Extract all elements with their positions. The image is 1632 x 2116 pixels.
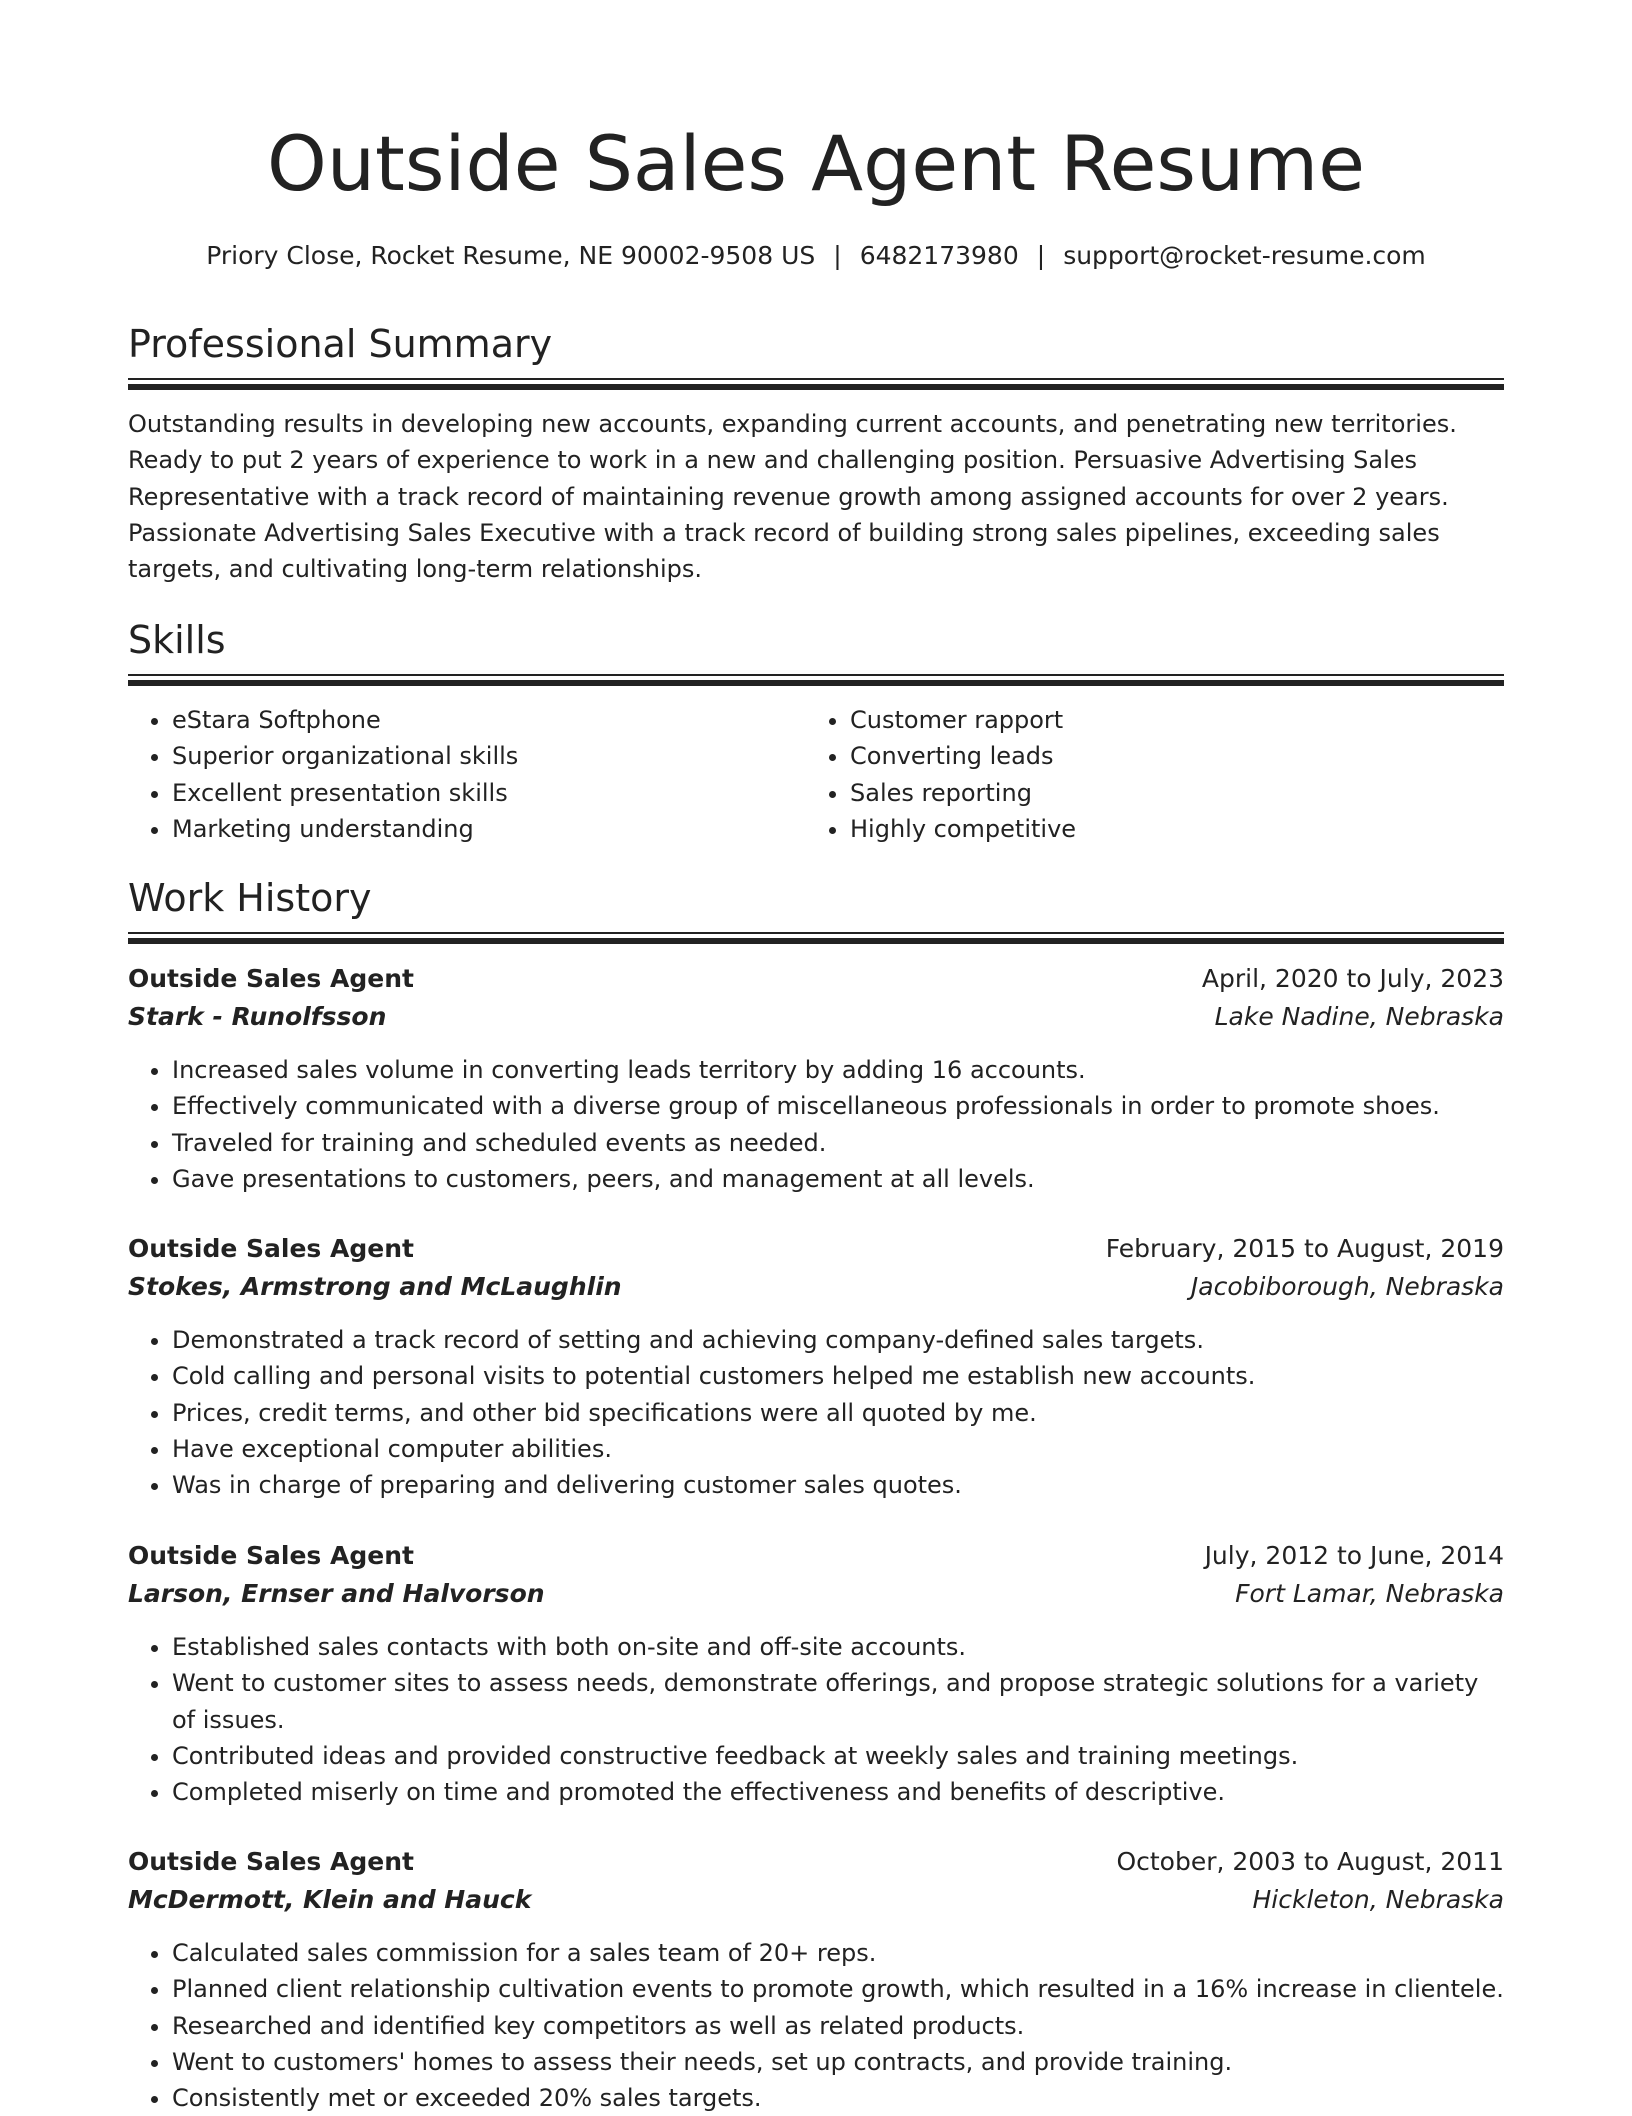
contact-phone: 6482173980 <box>859 241 1019 270</box>
work-history-divider <box>128 932 1504 944</box>
skill-item: • eStara Softphone <box>172 702 768 738</box>
job-entry <box>128 1843 1504 2116</box>
job-bullet: • Gave presentations to customers, peers, and management at all levels. <box>172 1161 1504 1197</box>
job-bullet: • Went to customer sites to assess needs, demonstrate offerings, and propose strategic solutions for a variety of issues. <box>172 1665 1504 1738</box>
skills-list-right <box>806 702 1446 847</box>
skills-divider <box>128 674 1504 686</box>
job-dates: April, 2020 to July, 2023 <box>1201 964 1504 993</box>
job-bullet: • Demonstrated a track record of setting and achieving company-defined sales targets. <box>172 1322 1504 1358</box>
skills-heading: Skills <box>128 618 226 662</box>
job-bullets <box>128 1322 1504 1503</box>
job-title: Outside Sales Agent <box>128 964 414 993</box>
job-bullets <box>128 1629 1504 1810</box>
job-company: Stokes, Armstrong and McLaughlin <box>128 1272 622 1301</box>
job-bullet: • Cold calling and personal visits to potential customers helped me establish new accounts. <box>172 1358 1504 1394</box>
job-entry <box>128 960 1504 1197</box>
job-bullet: • Researched and identified key competitors as well as related products. <box>172 2008 1504 2044</box>
contact-separator: | <box>1036 241 1046 270</box>
job-company: Larson, Ernser and Halvorson <box>128 1579 545 1608</box>
work-history-heading: Work History <box>128 876 372 920</box>
job-bullet: • Effectively communicated with a diverse group of miscellaneous professionals in order to promote shoes. <box>172 1088 1504 1124</box>
job-entry <box>128 1230 1504 1503</box>
skills-column-left <box>128 702 768 847</box>
job-title: Outside Sales Agent <box>128 1541 414 1570</box>
contact-line <box>128 240 1504 272</box>
job-location: Fort Lamar, Nebraska <box>1235 1579 1504 1608</box>
job-entry <box>128 1537 1504 1810</box>
skill-item: • Marketing understanding <box>172 811 768 847</box>
skill-item: • Customer rapport <box>850 702 1446 738</box>
job-bullets <box>128 1935 1504 2116</box>
skill-item: • Sales reporting <box>850 775 1446 811</box>
job-dates: February, 2015 to August, 2019 <box>1105 1234 1504 1263</box>
summary-divider <box>128 378 1504 390</box>
contact-separator: | <box>833 241 842 270</box>
job-dates: July, 2012 to June, 2014 <box>1204 1541 1504 1570</box>
job-bullets <box>128 1052 1504 1197</box>
job-title: Outside Sales Agent <box>128 1234 414 1263</box>
job-location: Hickleton, Nebraska <box>1252 1885 1504 1914</box>
job-company: Stark - Runolfsson <box>128 1002 387 1031</box>
job-bullet: • Increased sales volume in converting leads territory by adding 16 accounts. <box>172 1052 1504 1088</box>
job-title: Outside Sales Agent <box>128 1847 414 1876</box>
job-bullet: • Prices, credit terms, and other bid specifications were all quoted by me. <box>172 1395 1504 1431</box>
contact-address: Priory Close, Rocket Resume, NE 90002-9508 US <box>206 241 816 270</box>
skill-item: • Superior organizational skills <box>172 738 768 774</box>
skill-item: • Excellent presentation skills <box>172 775 768 811</box>
summary-text: Outstanding results in developing new accounts, expanding current accounts, and penetrating new territories. Ready to put 2 years of experience to work in a new and challenging position. Persuasive Advertising Sales Representative with a track record of maintaining revenue growth among assigned accounts for over 2 years. Passionate Advertising Sales Executive with a track record of building strong sales pipelines, exceeding sales targets, and cultivating long-term relationships. <box>128 410 1457 584</box>
job-bullet: • Established sales contacts with both on-site and off-site accounts. <box>172 1629 1504 1665</box>
job-location: Lake Nadine, Nebraska <box>1214 1002 1504 1031</box>
job-dates: October, 2003 to August, 2011 <box>1116 1847 1504 1876</box>
job-bullet: • Have exceptional computer abilities. <box>172 1431 1504 1467</box>
summary-heading: Professional Summary <box>128 322 553 366</box>
job-bullet: • Went to customers' homes to assess their needs, set up contracts, and provide training. <box>172 2044 1504 2080</box>
skills-column-right <box>806 702 1446 847</box>
job-bullet: • Planned client relationship cultivation events to promote growth, which resulted in a 16% increase in clientele. <box>172 1971 1504 2007</box>
job-company: McDermott, Klein and Hauck <box>128 1885 532 1914</box>
job-bullet: • Was in charge of preparing and delivering customer sales quotes. <box>172 1467 1504 1503</box>
skill-item: • Converting leads <box>850 738 1446 774</box>
job-bullet: • Contributed ideas and provided constructive feedback at weekly sales and training meetings. <box>172 1738 1504 1774</box>
contact-email: support@rocket-resume.com <box>1063 241 1426 270</box>
resume-title: Outside Sales Agent Resume <box>267 119 1365 208</box>
job-bullet: • Traveled for training and scheduled events as needed. <box>172 1125 1504 1161</box>
job-bullet: • Completed miserly on time and promoted the effectiveness and benefits of descriptive. <box>172 1774 1504 1810</box>
skill-item: • Highly competitive <box>850 811 1446 847</box>
skills-list-left <box>128 702 768 847</box>
job-bullet: • Calculated sales commission for a sales team of 20+ reps. <box>172 1935 1504 1971</box>
job-location: Jacobiborough, Nebraska <box>1190 1272 1504 1301</box>
job-bullet: • Consistently met or exceeded 20% sales targets. <box>172 2080 1504 2116</box>
